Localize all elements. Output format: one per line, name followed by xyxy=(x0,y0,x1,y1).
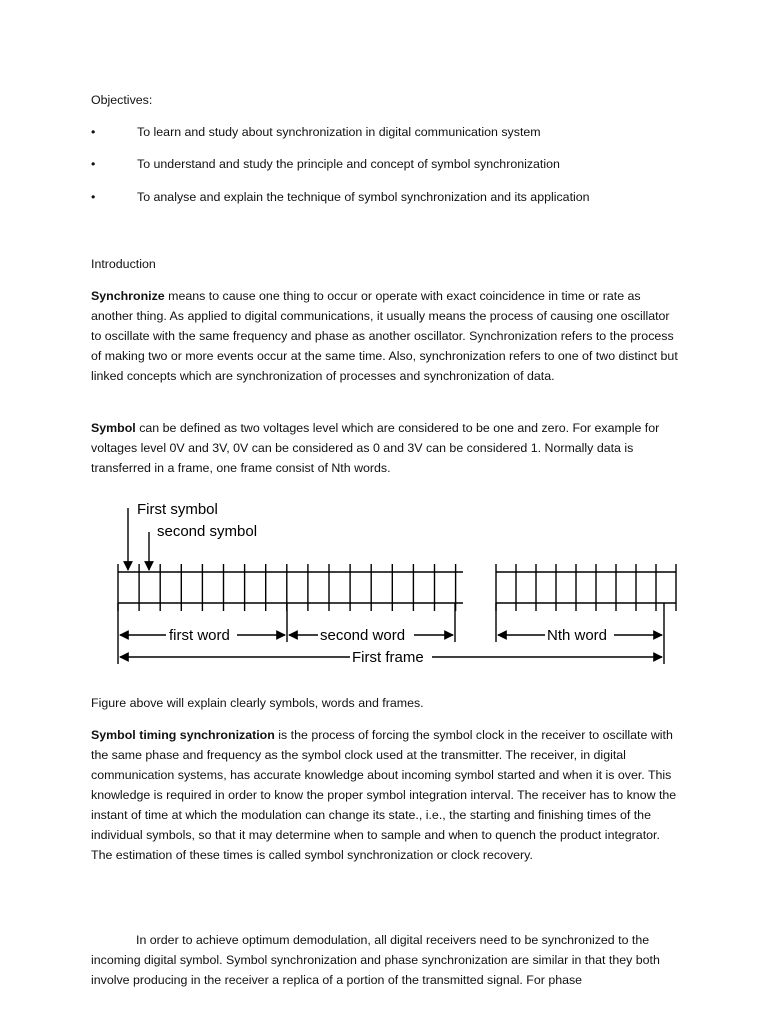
label-first-frame: First frame xyxy=(352,649,424,666)
label-first-word: first word xyxy=(169,627,230,644)
paragraph-symbol xyxy=(91,418,681,478)
term-symbol: Symbol xyxy=(91,421,136,435)
objective-text: To learn and study about synchronization in digital communication system xyxy=(137,125,541,139)
label-first-symbol: First symbol xyxy=(137,501,218,518)
term-symbol-timing: Symbol timing synchronization xyxy=(91,728,275,742)
label-second-word: second word xyxy=(320,627,406,644)
paragraph-text: can be defined as two voltages level which are considered to be one and zero. For example for voltages level 0V and 3V, 0V can be considered as 0 and 3V can be considered 1. Normally data is transferred in a frame, one frame consist of Nth words. xyxy=(91,421,660,475)
paragraph-synchronize xyxy=(91,286,681,386)
objective-text: To analyse and explain the technique of symbol synchronization and its application xyxy=(137,190,590,204)
bullet-icon: • xyxy=(91,190,96,204)
paragraph-symbol-timing xyxy=(91,725,681,865)
paragraph-text: In order to achieve optimum demodulation, all digital receivers need to be synchronized to the incoming digital symbol. Symbol synchronization and phase synchronization are similar in that they both involve producing in the receiver a replica of a portion of the transmitted signal. For phase xyxy=(91,933,660,987)
objectives-heading: Objectives: xyxy=(91,93,153,107)
paragraph-demodulation xyxy=(91,930,681,990)
figure-caption: Figure above will explain clearly symbols, words and frames. xyxy=(91,696,424,710)
label-nth-word: Nth word xyxy=(547,627,608,644)
term-synchronize: Synchronize xyxy=(91,289,165,303)
bullet-icon: • xyxy=(91,125,96,139)
bullet-icon: • xyxy=(91,157,96,171)
label-second-symbol: second symbol xyxy=(157,523,258,540)
paragraph-text: is the process of forcing the symbol clock in the receiver to oscillate with the same phase and frequency as the symbol clock used at the transmitter. The receiver, in digital communication systems, has accurate knowledge about incoming symbol started and when it is over. This knowledge is required in order to know the proper symbol integration interval. The receiver has to know the instant of time at which the modulation can change its state., i.e., the starting and finishing times of the individual symbols, so that it may determine when to sample and when to quench the product integrator. The estimation of these times is called symbol synchronization or clock recovery. xyxy=(91,728,677,862)
objective-text: To understand and study the principle and concept of symbol synchronization xyxy=(137,157,560,171)
symbol-frame-diagram xyxy=(0,492,768,682)
paragraph-text: means to cause one thing to occur or operate with exact coincidence in time or rate as another thing. As applied to digital communications, it usually means the process of causing one oscillator to oscillate with the same frequency and phase as another oscillator. Synchronization refers to the process of making two or more events occur at the same time. Also, synchronization refers to one of two distinct but linked concepts which are synchronization of processes and synchronization of data. xyxy=(91,289,678,383)
introduction-heading: Introduction xyxy=(91,257,156,271)
